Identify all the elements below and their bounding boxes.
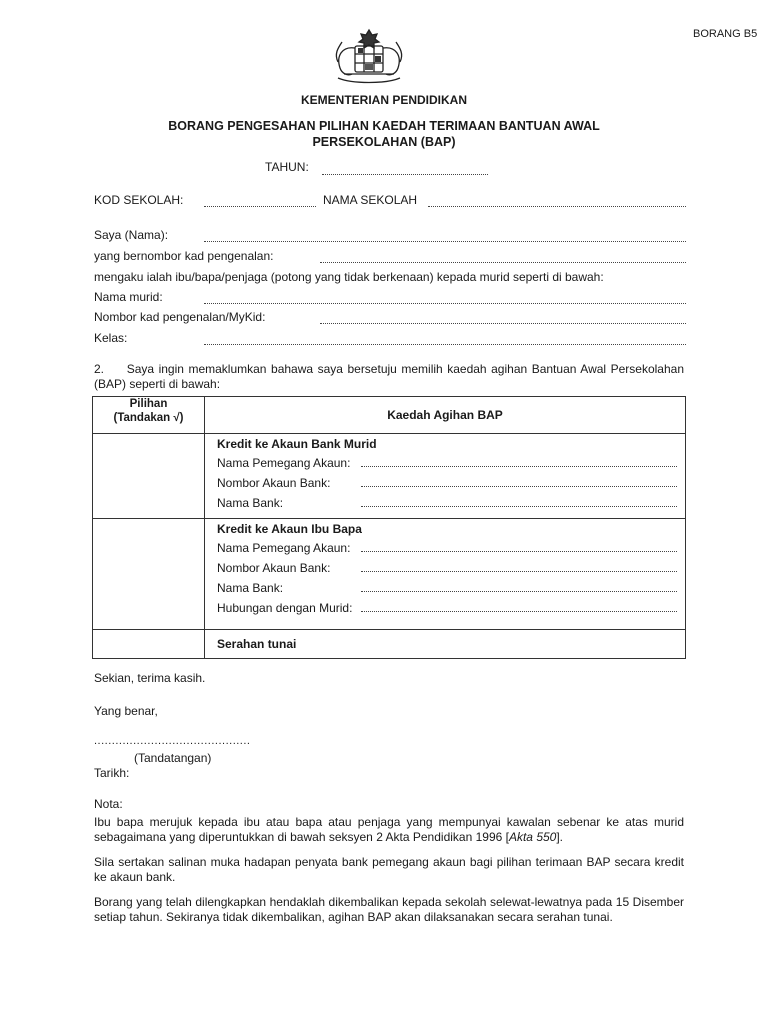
signature-line[interactable]: ............................................ bbox=[94, 735, 251, 747]
option2-cell bbox=[205, 519, 686, 630]
col-header-kaedah: Kaedah Agihan BAP bbox=[205, 397, 686, 434]
kad-pengenalan-field[interactable] bbox=[320, 262, 686, 263]
nota-1 bbox=[94, 815, 684, 845]
nota-2: Sila sertakan salinan muka hadapan penyata bank pemegang akaun bagi pilihan terimaan BAP secara kredit ke akaun bank. bbox=[94, 855, 684, 884]
option2-row-1-label: Nama Pemegang Akaun: bbox=[217, 541, 351, 555]
yang-benar-text: Yang benar, bbox=[94, 704, 158, 718]
nota-label: Nota: bbox=[94, 797, 123, 811]
nota-3: Borang yang telah dilengkapkan hendaklah dikembalikan kepada sekolah selewat-lewatnya pada 15 Disember setiap tahun. Sekiranya tidak dikembalikan, agihan BAP akan dilaksanakan secara serahan tunai. bbox=[94, 895, 684, 924]
option1-row-1-field[interactable] bbox=[361, 466, 677, 467]
ministry-heading: KEMENTERIAN PENDIDIKAN bbox=[300, 93, 467, 107]
option1-cell bbox=[205, 434, 686, 519]
nama-sekolah-label: NAMA SEKOLAH bbox=[323, 193, 418, 207]
saya-nama-label: Saya (Nama): bbox=[94, 228, 169, 242]
mykid-label: Nombor kad pengenalan/MyKid: bbox=[94, 310, 266, 324]
option2-row-3 bbox=[205, 578, 685, 598]
kelas-field[interactable] bbox=[204, 344, 686, 345]
option2-row-4 bbox=[205, 598, 685, 618]
option1-row-3 bbox=[205, 493, 685, 513]
col-header-pilihan bbox=[93, 397, 205, 434]
tarikh-label: Tarikh: bbox=[94, 766, 130, 780]
col-header-pilihan-line2: (Tandakan √) bbox=[113, 412, 184, 424]
mykid-field[interactable] bbox=[320, 323, 686, 324]
option1-row-2-field[interactable] bbox=[361, 486, 677, 487]
option1-row-1-label: Nama Pemegang Akaun: bbox=[217, 456, 351, 470]
option2-row-4-field[interactable] bbox=[361, 611, 677, 612]
option1-checkbox[interactable] bbox=[93, 434, 205, 519]
nota-1-end: ]. bbox=[556, 830, 564, 844]
paragraph-2-text: Saya ingin memaklumkan bahawa saya bersetuju memilih kaedah agihan Bantuan Awal Persekolahan (BAP) seperti di bawah: bbox=[94, 362, 684, 391]
form-title-line2: PERSEKOLAHAN (BAP) bbox=[312, 135, 456, 149]
nama-murid-label: Nama murid: bbox=[94, 290, 163, 304]
option3-title: Serahan tunai bbox=[217, 637, 297, 651]
nama-sekolah-field[interactable] bbox=[428, 206, 686, 207]
option2-checkbox[interactable] bbox=[93, 519, 205, 630]
nota-1-act: Akta 550 bbox=[508, 830, 557, 844]
tandatangan-label: (Tandatangan) bbox=[134, 751, 212, 765]
option2-row-2-label: Nombor Akaun Bank: bbox=[217, 561, 331, 575]
kod-sekolah-field[interactable] bbox=[204, 206, 316, 207]
option2-row-1-field[interactable] bbox=[361, 551, 677, 552]
coat-of-arms-emblem bbox=[328, 28, 410, 88]
option2-row-4-label: Hubungan dengan Murid: bbox=[217, 601, 353, 615]
option3-cell bbox=[205, 630, 686, 659]
form-code: BORANG B5 bbox=[693, 28, 758, 40]
option1-row-1 bbox=[205, 453, 685, 473]
option2-row-2-field[interactable] bbox=[361, 571, 677, 572]
option1-row-2-label: Nombor Akaun Bank: bbox=[217, 476, 331, 490]
saya-nama-field[interactable] bbox=[204, 241, 686, 242]
mengaku-statement: mengaku ialah ibu/bapa/penjaga (potong yang tidak berkenaan) kepada murid seperti di bawah: bbox=[94, 270, 604, 284]
paragraph-2-number: 2. bbox=[94, 362, 105, 376]
option2-title: Kredit ke Akaun Ibu Bapa bbox=[217, 522, 362, 536]
closing-text: Sekian, terima kasih. bbox=[94, 671, 206, 685]
option3-checkbox[interactable] bbox=[93, 630, 205, 659]
kod-sekolah-label: KOD SEKOLAH: bbox=[94, 193, 184, 207]
kad-pengenalan-label: yang bernombor kad pengenalan: bbox=[94, 249, 274, 263]
tahun-label: TAHUN: bbox=[265, 160, 309, 174]
kelas-label: Kelas: bbox=[94, 331, 128, 345]
option2-row-3-label: Nama Bank: bbox=[217, 581, 284, 595]
paragraph-2 bbox=[94, 362, 684, 392]
col-header-pilihan-line1: Pilihan bbox=[129, 398, 168, 410]
tahun-field[interactable] bbox=[322, 174, 488, 175]
nota-1-text: Ibu bapa merujuk kepada ibu atau bapa atau penjaga yang mempunyai kawalan sebenar ke atas murid sebagaimana yang diperuntukkan di bawah seksyen 2 Akta Pendidikan 1996 [ bbox=[94, 815, 684, 844]
nama-murid-field[interactable] bbox=[204, 303, 686, 304]
option1-row-2 bbox=[205, 473, 685, 493]
option2-row-3-field[interactable] bbox=[361, 591, 677, 592]
option1-row-3-field[interactable] bbox=[361, 506, 677, 507]
bap-method-table bbox=[92, 396, 686, 659]
form-title-line1: BORANG PENGESAHAN PILIHAN KAEDAH TERIMAAN BANTUAN AWAL bbox=[168, 119, 600, 133]
option1-title: Kredit ke Akaun Bank Murid bbox=[217, 437, 377, 451]
option2-row-1 bbox=[205, 538, 685, 558]
option1-row-3-label: Nama Bank: bbox=[217, 496, 284, 510]
option2-row-2 bbox=[205, 558, 685, 578]
